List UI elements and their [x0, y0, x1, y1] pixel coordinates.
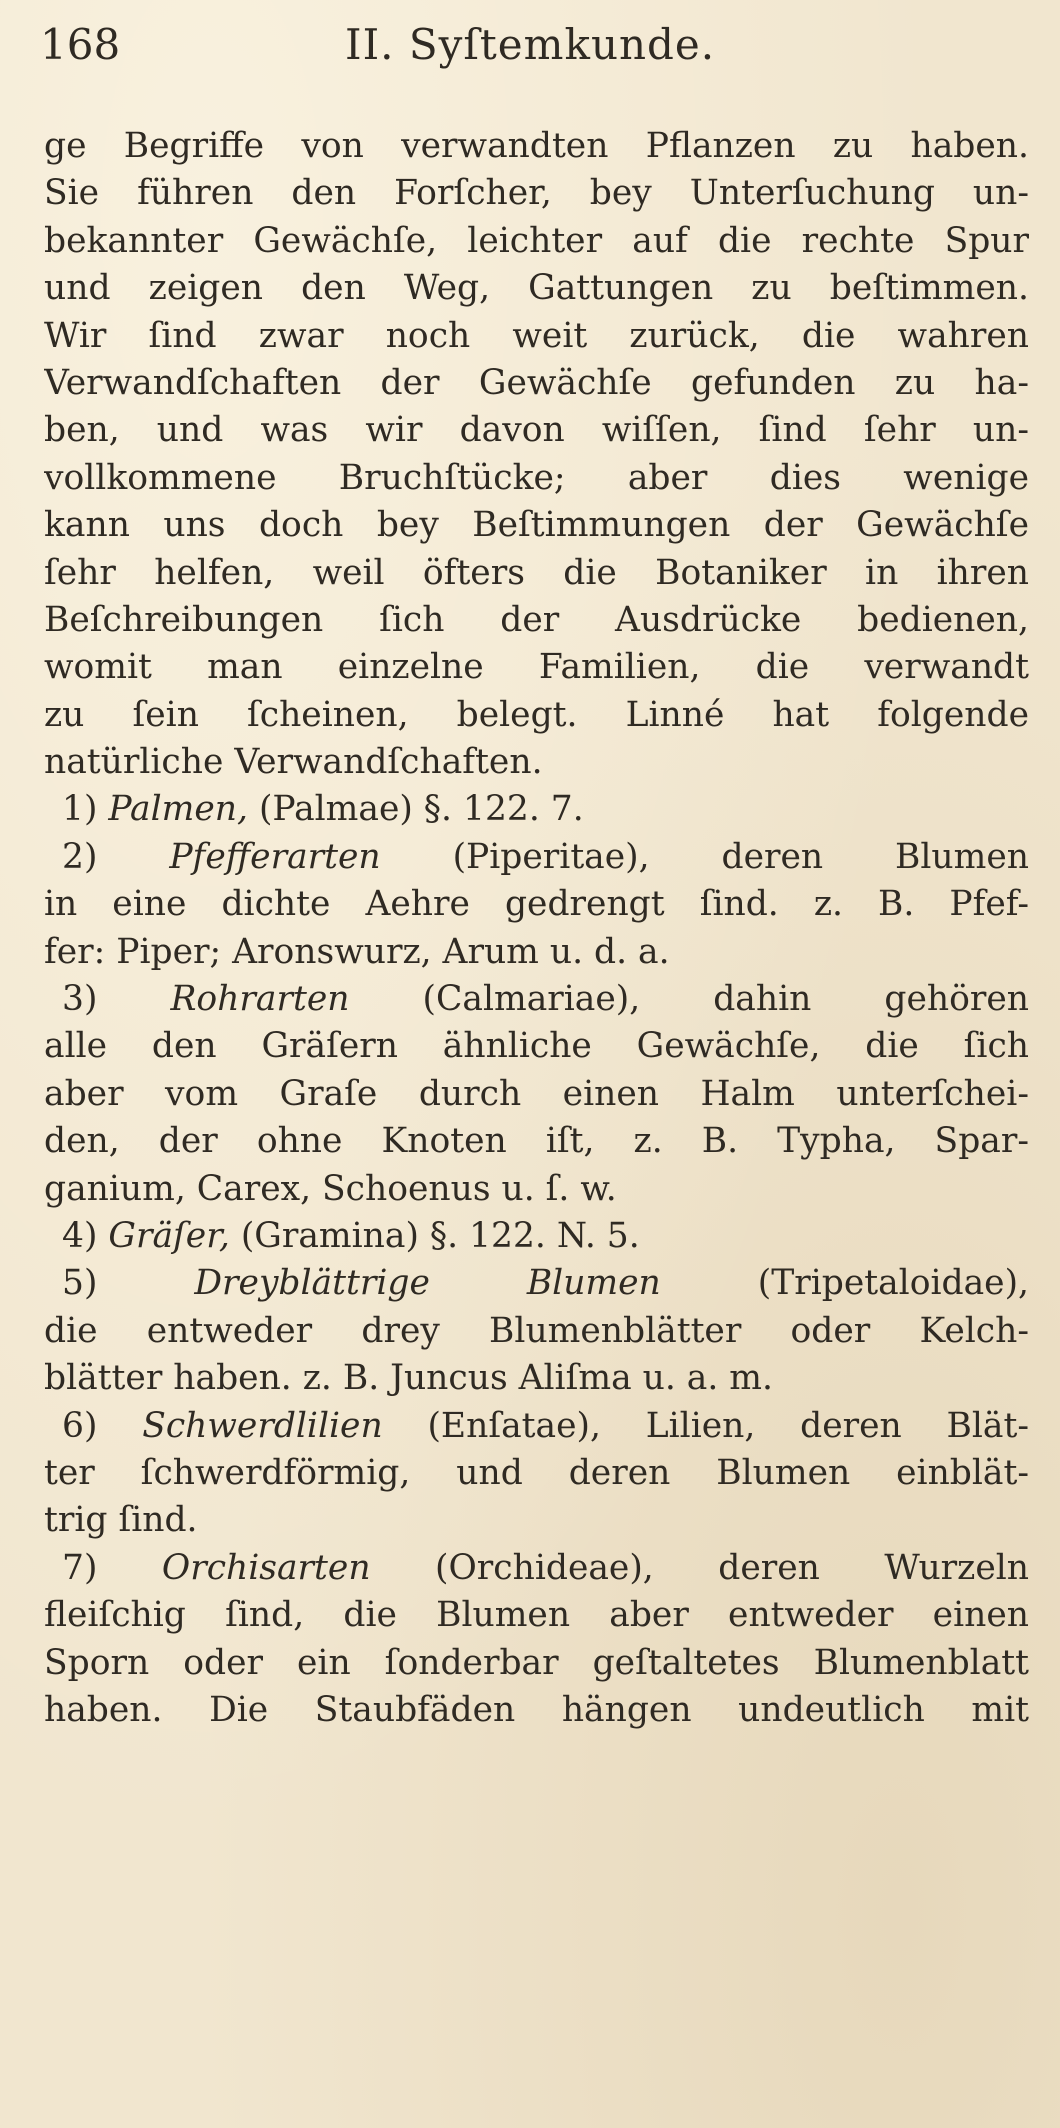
text-line: Wir ſind zwar noch weit zurück, die wahren	[44, 315, 1029, 356]
text-line: Sporn oder ein ſonderbar geſtaltetes Blumenblatt	[44, 1642, 1029, 1683]
list-item-number: 2)	[62, 836, 98, 877]
list-item-text: (Tripetaloidae),	[757, 1263, 1029, 1304]
list-item-number: 4)	[62, 1215, 98, 1256]
list-item-line	[44, 834, 1029, 881]
body-text	[44, 123, 1029, 1734]
text-line: in eine dichte Aehre gedrengt ſind. z. B. Pfef-	[44, 884, 1029, 925]
list-item-line	[44, 1403, 1029, 1450]
list-item-number: 6)	[62, 1405, 98, 1446]
running-head	[40, 20, 1020, 90]
text-line: fer: Piper; Aronswurz, Arum u. d. a.	[44, 931, 670, 972]
text-line: ter ſchwerdförmig, und deren Blumen einblät-	[44, 1452, 1029, 1493]
text-line: Sie führen den Forſcher, bey Unterſuchung un-	[44, 173, 1029, 214]
text-line: fleiſchig ſind, die Blumen aber entweder einen	[44, 1595, 1029, 1636]
list-item-text: (Palmae) §. 122. 7.	[258, 789, 584, 830]
text-line: die entweder drey Blumenblätter oder Kelch-	[44, 1310, 1029, 1351]
text-line: blätter haben. z. B. Juncus Aliſma u. a. m.	[44, 1358, 773, 1399]
text-line: bekannter Gewächſe, leichter auf die rechte Spur	[44, 220, 1029, 261]
list-item-title: Orchisarten	[161, 1547, 371, 1588]
list-item-title: Schwerdlilien	[142, 1405, 383, 1446]
text-line: ge Begriffe von verwandten Pflanzen zu haben.	[44, 126, 1029, 166]
text-line: Beſchreibungen ſich der Ausdrücke bedienen,	[44, 599, 1029, 640]
list-item-number: 1)	[62, 789, 98, 830]
text-line: aber vom Graſe durch einen Halm unterſchei-	[44, 1073, 1029, 1114]
list-item-line	[44, 1545, 1029, 1592]
list-item-text: (Piperitae), deren Blumen	[452, 836, 1029, 877]
list-item-line	[44, 1260, 1029, 1307]
list-item-text: (Gramina) §. 122. N. 5.	[240, 1215, 640, 1256]
text-line: haben. Die Staubfäden hängen undeutlich mit	[44, 1689, 1029, 1730]
chapter-title: II. Syſtemkunde.	[345, 20, 716, 69]
page-number: 168	[40, 20, 121, 69]
list-item-title: Palmen,	[108, 789, 248, 830]
text-line: Verwandſchaften der Gewächſe gefunden zu ha-	[44, 362, 1029, 403]
text-line: ganium, Carex, Schoenus u. ſ. w.	[44, 1168, 617, 1209]
text-line: natürliche Verwandſchaften.	[44, 742, 543, 783]
list-item-line	[44, 976, 1029, 1023]
list-item-text: (Calmariae), dahin gehören	[422, 979, 1029, 1020]
text-line: zu ſein ſcheinen, belegt. Linné hat folgende	[44, 694, 1029, 735]
list-item-text: (Orchideae), deren Wurzeln	[435, 1547, 1029, 1588]
list-item-title: Gräſer,	[108, 1215, 230, 1256]
list-item-number: 3)	[62, 979, 98, 1020]
text-line: vollkommene Bruchſtücke; aber dies wenige	[44, 457, 1029, 498]
list-item-number: 5)	[62, 1263, 98, 1304]
text-line: den, der ohne Knoten iſt, z. B. Typha, Spar-	[44, 1121, 1029, 1162]
list-item-title: Rohrarten	[170, 979, 350, 1020]
text-line: ſehr helfen, weil öfters die Botaniker in ihren	[44, 552, 1029, 593]
text-line: und zeigen den Weg, Gattungen zu beſtimmen.	[44, 268, 1029, 309]
list-item-title: Pfefferarten	[169, 836, 381, 877]
text-line: kann uns doch bey Beſtimmungen der Gewächſe	[44, 505, 1029, 546]
list-item-title: Dreyblättrige Blumen	[194, 1263, 661, 1304]
list-item-line	[44, 1213, 1029, 1260]
list-item-number: 7)	[62, 1547, 98, 1588]
text-line: womit man einzelne Familien, die verwandt	[44, 647, 1029, 688]
list-item-text: (Enſatae), Lilien, deren Blät-	[427, 1405, 1029, 1446]
text-line: alle den Gräſern ähnliche Gewächſe, die ſich	[44, 1026, 1029, 1067]
list-item-line	[44, 786, 1029, 833]
text-line: ben, und was wir davon wiſſen, ſind ſehr un-	[44, 410, 1029, 451]
text-line: trig ſind.	[44, 1500, 198, 1541]
